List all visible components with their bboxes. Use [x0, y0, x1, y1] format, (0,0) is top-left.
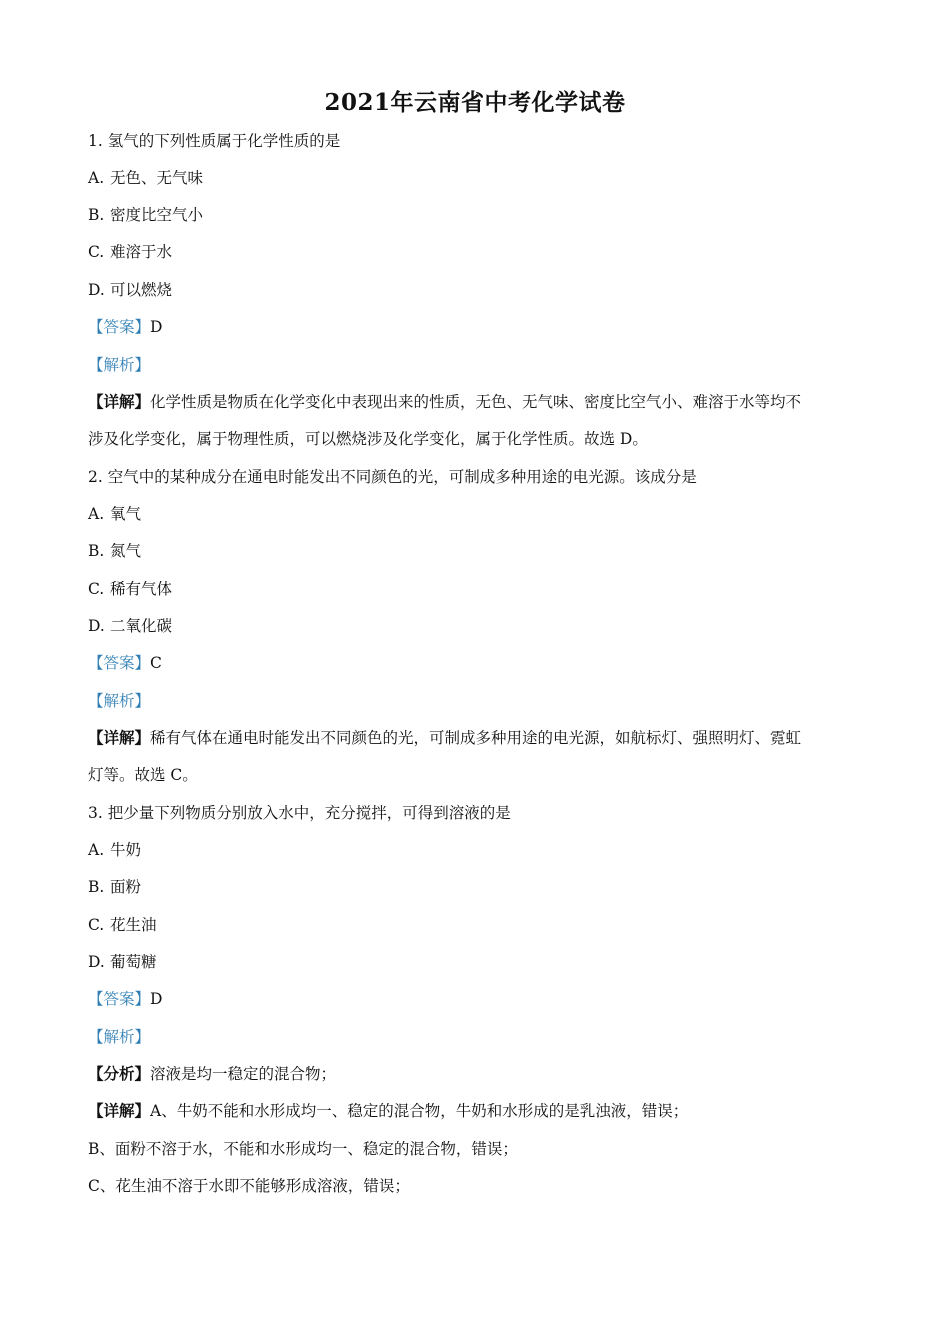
option-letter: C.	[88, 916, 105, 934]
option-text: 氧气	[110, 505, 142, 523]
answer-value: D	[150, 990, 163, 1008]
option-letter: B.	[88, 206, 105, 224]
answer-label: 【答案】	[88, 318, 151, 336]
question-3-detail-line-2: B、面粉不溶于水，不能和水形成均一、稳定的混合物，错误；	[88, 1140, 518, 1158]
fenxi-label: 【分析】	[88, 1064, 151, 1083]
question-3-option-a	[88, 840, 878, 860]
question-1-analysis	[88, 355, 878, 375]
question-1-option-d	[88, 280, 878, 300]
answer-value: D	[150, 318, 163, 336]
question-3-detail-line-3: C、花生油不溶于水即不能够形成溶液，错误；	[88, 1177, 410, 1195]
option-letter: C.	[88, 243, 105, 261]
analysis-label: 【解析】	[88, 692, 151, 710]
detail-text: 化学性质是物质在化学变化中表现出来的性质，无色、无气味、密度比空气小、难溶于水等均不	[150, 393, 802, 411]
question-2-option-c	[88, 579, 878, 599]
question-1-option-c	[88, 242, 878, 262]
detail-text: A、牛奶不能和水形成均一、稳定的混合物，牛奶和水形成的是乳浊液，错误；	[150, 1102, 689, 1120]
question-3-option-c	[88, 915, 878, 935]
question-2-option-d	[88, 616, 878, 636]
detail-label: 【详解】	[88, 392, 151, 411]
question-1-detail-line-1	[88, 392, 878, 412]
question-2-stem: 2. 空气中的某种成分在通电时能发出不同颜色的光，可制成多种用途的电光源。该成分是	[88, 468, 697, 486]
detail-text: 稀有气体在通电时能发出不同颜色的光，可制成多种用途的电光源，如航标灯、强照明灯、霓虹	[150, 729, 802, 747]
question-3-stem: 3. 把少量下列物质分别放入水中，充分搅拌，可得到溶液的是	[88, 804, 511, 822]
question-1-option-b	[88, 205, 878, 225]
option-text: 面粉	[110, 878, 142, 896]
option-letter: B.	[88, 542, 105, 560]
question-2-detail-line-1	[88, 728, 878, 748]
question-1-detail-line-2: 涉及化学变化，属于物理性质，可以燃烧涉及化学变化，属于化学性质。故选 D。	[88, 430, 648, 448]
option-text: 花生油	[110, 916, 157, 934]
option-letter: B.	[88, 878, 105, 896]
option-text: 无色、无气味	[110, 169, 204, 187]
question-2-detail-line-2: 灯等。故选 C。	[88, 766, 198, 784]
option-letter: C.	[88, 580, 105, 598]
answer-value: C	[150, 654, 162, 672]
option-letter: D.	[88, 953, 105, 971]
question-3-analysis	[88, 1027, 878, 1047]
question-2-option-b	[88, 541, 878, 561]
option-letter: D.	[88, 617, 105, 635]
detail-label: 【详解】	[88, 1101, 151, 1120]
fenxi-text: 溶液是均一稳定的混合物；	[150, 1065, 337, 1083]
question-2-option-a	[88, 504, 878, 524]
option-text: 二氧化碳	[110, 617, 173, 635]
option-letter: D.	[88, 281, 105, 299]
question-3-detail-line-1	[88, 1101, 878, 1121]
analysis-label: 【解析】	[88, 1028, 151, 1046]
answer-label: 【答案】	[88, 654, 151, 672]
question-2-analysis	[88, 691, 878, 711]
question-3-fenxi	[88, 1064, 878, 1084]
question-3-answer	[88, 989, 878, 1009]
option-text: 密度比空气小	[110, 206, 204, 224]
option-letter: A.	[88, 505, 105, 523]
question-3-option-d	[88, 952, 878, 972]
option-letter: A.	[88, 169, 105, 187]
option-text: 葡萄糖	[110, 953, 157, 971]
analysis-label: 【解析】	[88, 356, 151, 374]
question-1-option-a	[88, 168, 878, 188]
option-text: 可以燃烧	[110, 281, 173, 299]
question-1-answer	[88, 317, 878, 337]
answer-label: 【答案】	[88, 990, 151, 1008]
detail-label: 【详解】	[88, 728, 151, 747]
option-text: 牛奶	[110, 841, 142, 859]
question-2-answer	[88, 653, 878, 673]
document-title: 2021年云南省中考化学试卷	[324, 89, 626, 116]
option-text: 稀有气体	[110, 580, 173, 598]
option-letter: A.	[88, 841, 105, 859]
question-3-option-b	[88, 877, 878, 897]
option-text: 难溶于水	[110, 243, 173, 261]
option-text: 氮气	[110, 542, 142, 560]
question-1-stem: 1. 氢气的下列性质属于化学性质的是	[88, 132, 341, 150]
